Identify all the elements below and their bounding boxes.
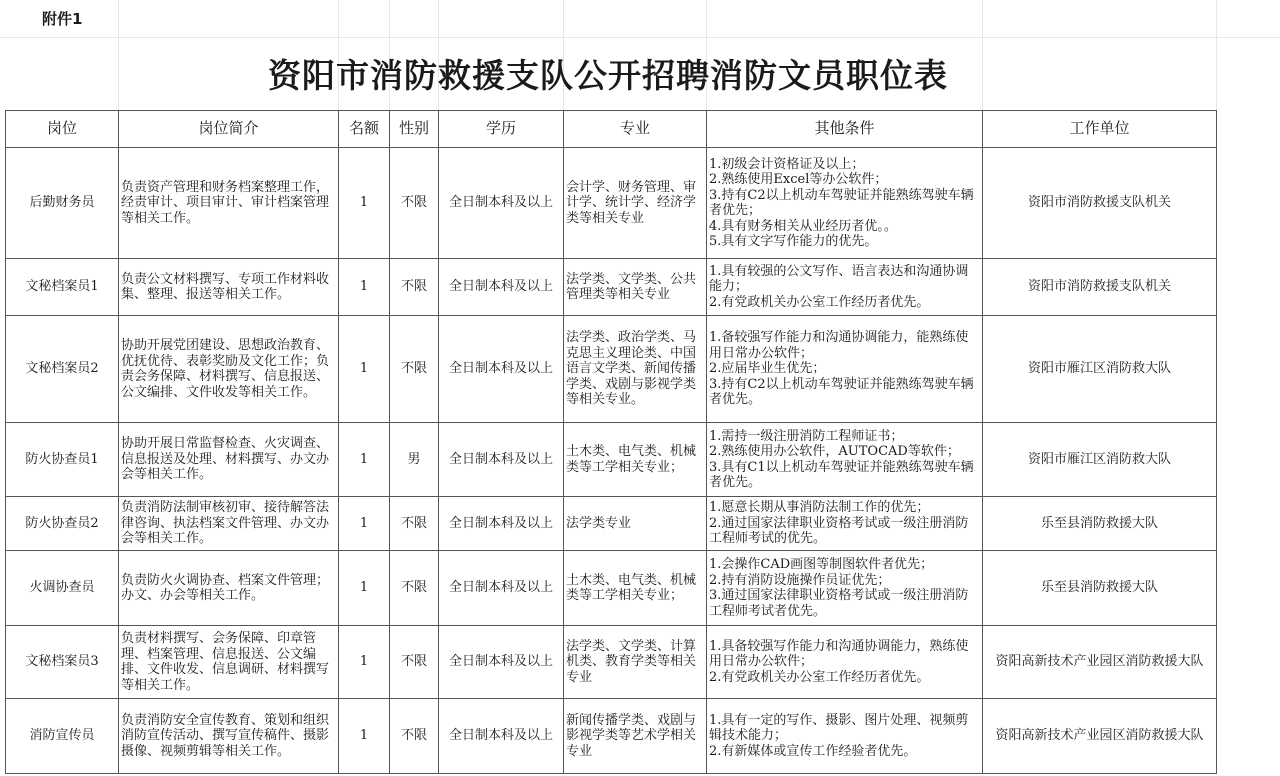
education-cell: 全日制本科及以上 (439, 259, 564, 316)
education-cell: 全日制本科及以上 (439, 423, 564, 497)
header-unit: 工作单位 (983, 111, 1217, 148)
education-cell: 全日制本科及以上 (439, 316, 564, 423)
header-education: 学历 (439, 111, 564, 148)
position-cell: 文秘档案员2 (6, 316, 119, 423)
major-cell: 法学类专业 (564, 497, 707, 551)
condition-line: 3.持有C2以上机动车驾驶证并能熟练驾驶车辆者优先； (709, 187, 974, 218)
gender-cell: 不限 (390, 699, 439, 774)
condition-line: 1.具有一定的写作、摄影、图片处理、视频剪辑技术能力； (709, 712, 969, 744)
gender-cell: 不限 (390, 259, 439, 316)
position-cell: 消防宣传员 (6, 699, 119, 774)
major-cell: 法学类、文学类、计算机类、教育学类等相关专业 (564, 626, 707, 699)
table-row (6, 316, 1217, 423)
header-conditions: 其他条件 (707, 111, 983, 148)
conditions-cell (707, 423, 983, 497)
conditions-cell (707, 626, 983, 699)
table-row (6, 551, 1217, 626)
table-row (6, 626, 1217, 699)
header-position: 岗位 (6, 111, 119, 148)
conditions-cell (707, 497, 983, 551)
attachment-label: 附件1 (42, 10, 83, 28)
header-intro: 岗位简介 (119, 111, 339, 148)
education-cell: 全日制本科及以上 (439, 626, 564, 699)
education-cell: 全日制本科及以上 (439, 551, 564, 626)
unit-cell: 资阳市消防救援支队机关 (983, 259, 1217, 316)
unit-cell: 资阳高新技术产业园区消防救援大队 (983, 699, 1217, 774)
quota-cell: 1 (339, 497, 390, 551)
unit-cell: 乐至县消防救援大队 (983, 551, 1217, 626)
quota-cell: 1 (339, 316, 390, 423)
intro-cell: 负责资产管理和财务档案整理工作，经责审计、项目审计、审计档案管理等相关工作。 (119, 148, 339, 259)
gender-cell: 不限 (390, 626, 439, 699)
condition-line: 1.需持一级注册消防工程师证书； (709, 428, 904, 444)
unit-cell: 资阳市雁江区消防救大队 (983, 316, 1217, 423)
unit-cell: 资阳市雁江区消防救大队 (983, 423, 1217, 497)
header-major: 专业 (564, 111, 707, 148)
condition-line: 1.初级会计资格证及以上； (709, 156, 865, 172)
condition-line: 2.熟练使用办公软件，AUTOCAD等软件； (709, 444, 960, 459)
table-row (6, 423, 1217, 497)
major-cell: 会计学、财务管理、审计学、统计学、经济学类等相关专业 (564, 148, 707, 259)
position-cell: 后勤财务员 (6, 148, 119, 259)
intro-cell: 协助开展日常监督检查、火灾调查、信息报送及处理、材料撰写、办文办会等相关工作。 (119, 423, 339, 497)
intro-cell: 负责公文材料撰写、专项工作材料收集、整理、报送等相关工作。 (119, 259, 339, 316)
grid-line (1216, 0, 1217, 110)
condition-line: 2.有党政机关办公室工作经历者优先。 (709, 669, 930, 685)
position-table (5, 110, 1217, 774)
unit-cell: 乐至县消防救援大队 (983, 497, 1217, 551)
major-cell: 土木类、电气类、机械类等工学相关专业； (564, 423, 707, 497)
quota-cell: 1 (339, 551, 390, 626)
condition-line: 2.通过国家法律职业资格考试或一级注册消防工程师考试的优先。 (709, 515, 969, 547)
gender-cell: 不限 (390, 497, 439, 551)
unit-cell: 资阳市消防救援支队机关 (983, 148, 1217, 259)
condition-line: 2.熟练使用Excel等办公软件； (709, 172, 888, 187)
condition-line: 5.具有文字写作能力的优先。 (709, 234, 878, 249)
position-cell: 文秘档案员1 (6, 259, 119, 316)
major-cell: 法学类、文学类、公共管理类等相关专业 (564, 259, 707, 316)
condition-line: 2.有党政机关办公室工作经历者优先。 (709, 294, 930, 310)
condition-line: 1.具备较强写作能力和沟通协调能力，熟练使用日常办公软件； (709, 638, 969, 670)
table-row (6, 259, 1217, 316)
page-title: 资阳市消防救援支队公开招聘消防文员职位表 (268, 56, 948, 95)
condition-line: 1.愿意长期从事消防法制工作的优先； (709, 500, 930, 516)
quota-cell: 1 (339, 699, 390, 774)
table-row (6, 148, 1217, 259)
quota-cell: 1 (339, 259, 390, 316)
condition-line: 3.通过国家法律职业资格考试或一级注册消防工程师考试者优先。 (709, 588, 969, 619)
quota-cell: 1 (339, 148, 390, 259)
major-cell: 法学类、政治学类、马克思主义理论类、中国语言文学类、新闻传播学类、戏剧与影视学类等相关专业。 (564, 316, 707, 423)
condition-line: 3.持有C2以上机动车驾驶证并能熟练驾驶车辆者优先。 (709, 376, 974, 408)
education-cell: 全日制本科及以上 (439, 699, 564, 774)
intro-cell: 负责消防法制审核初审、接待解答法律咨询、执法档案文件管理、办文办会等相关工作。 (119, 497, 339, 551)
conditions-cell (707, 699, 983, 774)
education-cell: 全日制本科及以上 (439, 497, 564, 551)
table-row (6, 699, 1217, 774)
header-quota: 名额 (339, 111, 390, 148)
table-row (6, 497, 1217, 551)
conditions-cell (707, 259, 983, 316)
conditions-cell (707, 316, 983, 423)
intro-cell: 负责防火火调协查、档案文件管理；办文、办会等相关工作。 (119, 551, 339, 626)
education-cell: 全日制本科及以上 (439, 148, 564, 259)
gender-cell: 不限 (390, 148, 439, 259)
condition-line: 2.应届毕业生优先； (709, 361, 826, 377)
gender-cell: 不限 (390, 316, 439, 423)
header-gender: 性别 (390, 111, 439, 148)
major-cell: 土木类、电气类、机械类等工学相关专业； (564, 551, 707, 626)
intro-cell: 负责消防安全宣传教育、策划和组织消防宣传活动、撰写宣传稿件、摄影摄像、视频剪辑等相关工作。 (119, 699, 339, 774)
condition-line: 4.具有财务相关从业经历者优。。 (709, 218, 897, 234)
unit-cell: 资阳高新技术产业园区消防救援大队 (983, 626, 1217, 699)
conditions-cell (707, 551, 983, 626)
quota-cell: 1 (339, 626, 390, 699)
gender-cell: 男 (390, 423, 439, 497)
grid-line (0, 37, 1280, 38)
position-cell: 火调协查员 (6, 551, 119, 626)
condition-line: 1.具有较强的公文写作、语言表达和沟通协调能力； (709, 263, 969, 295)
table-header-row (6, 111, 1217, 148)
condition-line: 1.会操作CAD画图等制图软件者优先； (709, 557, 934, 572)
position-cell: 防火协查员2 (6, 497, 119, 551)
condition-line: 1.备较强写作能力和沟通协调能力，能熟练使用日常办公软件； (709, 330, 969, 361)
condition-line: 2.有新媒体或宣传工作经验者优先。 (709, 743, 917, 759)
major-cell: 新闻传播学类、戏剧与影视学类等艺术学相关专业 (564, 699, 707, 774)
intro-cell: 负责材料撰写、会务保障、印章管理、档案管理、信息报送、公文编排、文件收发、信息调研、材料撰写等相关工作。 (119, 626, 339, 699)
position-cell: 文秘档案员3 (6, 626, 119, 699)
gender-cell: 不限 (390, 551, 439, 626)
quota-cell: 1 (339, 423, 390, 497)
intro-cell: 协助开展党团建设、思想政治教育、优抚优待、表彰奖励及文化工作；负责会务保障、材料撰写、信息报送、公文编排、文件收发等相关工作。 (119, 316, 339, 423)
condition-line: 3.具有C1以上机动车驾驶证并能熟练驾驶车辆者优先。 (709, 459, 974, 490)
conditions-cell (707, 148, 983, 259)
position-cell: 防火协查员1 (6, 423, 119, 497)
condition-line: 2.持有消防设施操作员证优先； (709, 572, 891, 588)
